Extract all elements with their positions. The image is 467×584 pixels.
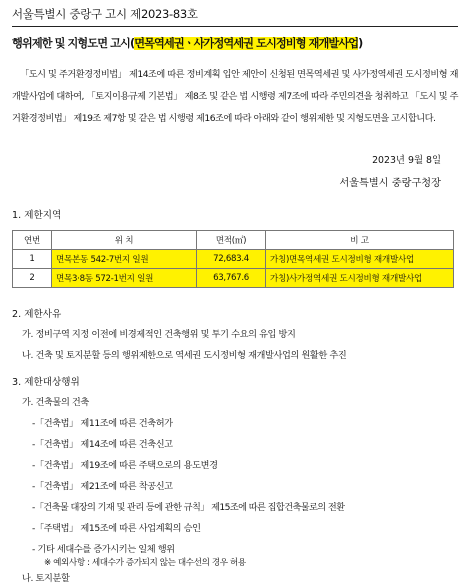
intro-paragraph: 「도시 및 주거환경정비법」 제14조에 따른 정비계획 입안 제안이 신청된 면목역세권 및 사가정역세권 도시정비형 재개발사업에 대하여, 「토지이용규제 기본법」 제8조 및 같은 법 시행령 제7조에 따라 주민의견을 청취하고 「도시 및 주거환경정비법」 제19조 제7항 및 같은 법 시행령 제16조에 따라 아래와 같이 행위제한 및 지형도면을 고시합니다.: [12, 69, 458, 124]
row-no: 1: [13, 250, 52, 269]
section2-heading: 2. 제한사유: [12, 309, 62, 320]
notice-number: 서울특별시 중랑구 고시 제2023-83호: [12, 7, 198, 21]
title-suffix: ): [358, 37, 363, 50]
reason-item: 나. 건축 및 토지분할 등의 행위제한으로 역세권 도시정비형 재개발사업의 원활한 추진: [22, 350, 347, 361]
section3-heading: 3. 제한대상행위: [12, 377, 80, 388]
row-area: 63,767.6: [197, 269, 266, 288]
restricted-act-item: -「건축물 대장의 기재 및 관리 등에 관한 규칙」 제15조에 따른 집합건축물로의 전환: [32, 502, 345, 513]
row-no: 2: [13, 269, 52, 288]
restricted-act-item: - 기타 세대수를 증가시키는 일체 행위: [32, 544, 175, 555]
row-area: 72,683.4: [197, 250, 266, 269]
section1-heading: 1. 제한지역: [12, 210, 62, 221]
restricted-act-building: 가. 건축물의 건축: [22, 397, 89, 408]
row-note: 가칭)면목역세권 도시정비형 재개발사업: [266, 250, 454, 269]
row-location: 면목본동 542-7번지 일원: [52, 250, 197, 269]
table-row: [13, 250, 454, 269]
issuer-name: 서울특별시 중랑구청장: [339, 178, 441, 189]
col-header-no: 연번: [13, 231, 52, 250]
restricted-act-item: -「주택법」 제15조에 따른 사업계획의 승인: [32, 523, 201, 534]
table-header-row: [13, 231, 454, 250]
restricted-act-land-division: 나. 토지분할: [22, 573, 70, 584]
title-highlight: 면목역세권ㆍ사가정역세권 도시정비형 재개발사업: [134, 37, 359, 50]
col-header-note: 비 고: [266, 231, 454, 250]
header-divider: [12, 26, 458, 27]
restricted-act-item: -「건축법」 제19조에 따른 주택으로의 용도변경: [32, 460, 218, 471]
row-note: 가칭)사가정역세권 도시정비형 재개발사업: [266, 269, 454, 288]
restricted-act-item: -「건축법」 제21조에 따른 착공신고: [32, 481, 173, 492]
row-location: 면목3·8동 572-1번지 일원: [52, 269, 197, 288]
exception-note: ※ 예외사항 : 세대수가 증가되지 않는 대수선의 경우 허용: [44, 558, 246, 568]
col-header-area: 면적(㎡): [197, 231, 266, 250]
title-prefix: 행위제한 및 지형도면 고시(: [12, 37, 135, 50]
reason-item: 가. 정비구역 지정 이전에 비경제적인 건축행위 및 투기 수요의 유입 방지: [22, 329, 296, 340]
notice-title: [12, 34, 458, 54]
notice-date: 2023년 9월 8일: [372, 155, 441, 166]
restricted-act-item: -「건축법」 제14조에 따른 건축신고: [32, 439, 173, 450]
table-row: [13, 269, 454, 288]
col-header-location: 위 치: [52, 231, 197, 250]
restricted-area-table: [12, 230, 454, 288]
restricted-act-item: -「건축법」 제11조에 따른 건축허가: [32, 418, 173, 429]
